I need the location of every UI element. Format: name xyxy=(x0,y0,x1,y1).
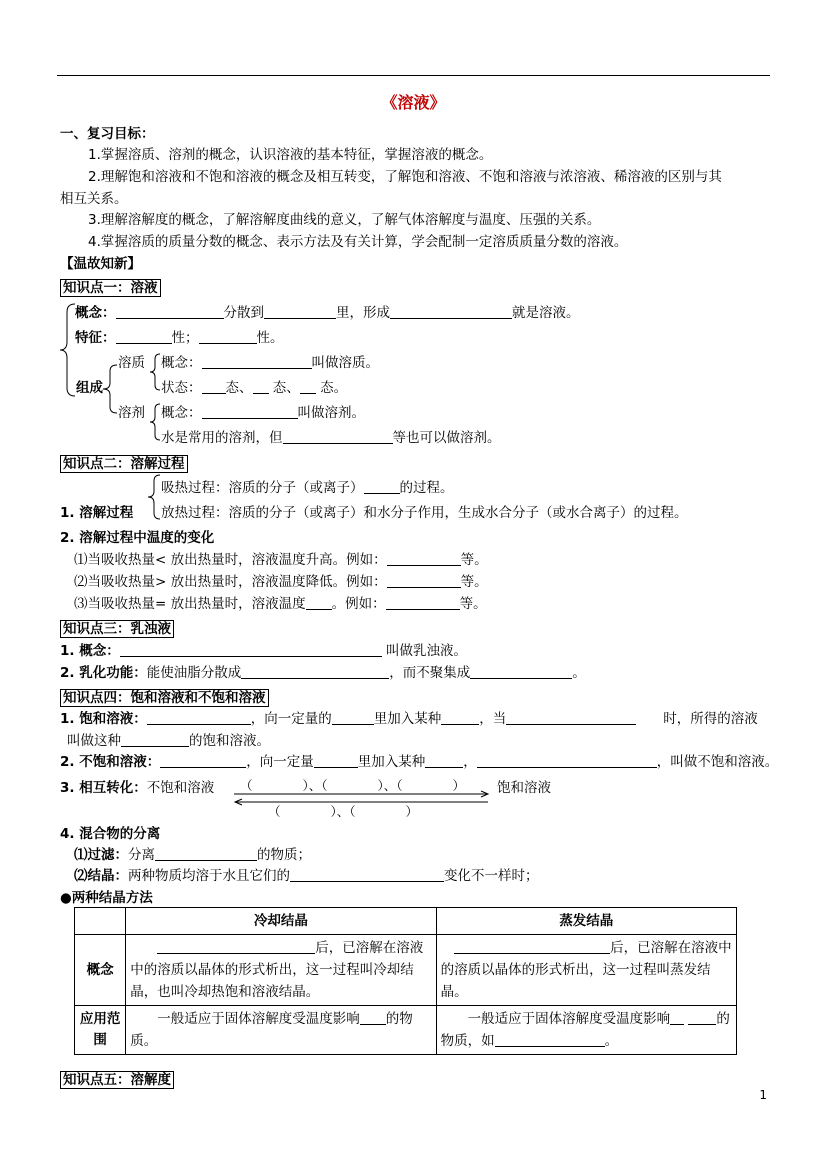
emulsify-line: 2. 乳化功能：能使油脂分散成 ，而不聚集成 。 xyxy=(60,665,586,681)
kp1-compose-label: 组成 xyxy=(76,380,103,396)
solvent-concept-line: 概念： 叫做溶剂。 xyxy=(161,405,365,421)
separation-heading: 4. 混合物的分离 xyxy=(60,826,161,842)
solvent-water-line: 水是常用的溶剂，但 等也可以做溶剂。 xyxy=(161,430,501,446)
solute-concept-line: 概念： 叫做溶质。 xyxy=(161,355,379,371)
goal-2: 2.理解饱和溶液和不饱和溶液的概念及相互转变，了解饱和溶液、不饱和溶液与浓溶液、稀溶液的区别与其 xyxy=(88,169,722,185)
table-header-row xyxy=(75,908,737,935)
saturated-line-2: 叫做这种 的饱和溶液。 xyxy=(67,733,270,749)
section-review-heading: 【温故知新】 xyxy=(60,256,141,272)
temp-case-3: ⑶当吸收热量= 放出热量时，溶液温度 。例如： 等。 xyxy=(74,596,487,612)
temp-case-2: ⑵当吸收热量> 放出热量时，溶液温度降低。例如： 等。 xyxy=(74,574,488,590)
dissolve-process-label: 1. 溶解过程 xyxy=(60,505,134,521)
conversion-to: 饱和溶液 xyxy=(497,780,551,796)
table-row xyxy=(75,1006,737,1055)
absorb-line: 吸热过程：溶质的分子（或离子） 的过程。 xyxy=(161,480,454,496)
release-line: 放热过程：溶质的分子（或离子）和水分子作用，生成水合分子（或水合离子）的过程。 xyxy=(161,505,688,521)
kp1-concept-line: 概念： 分散到 里，形成 就是溶液。 xyxy=(75,305,580,321)
cooling-concept-cell: 后，已溶解在溶液中的溶质以晶体的形式析出，这一过程叫冷却结晶，也叫冷却热饱和溶液结晶。 xyxy=(126,935,436,1006)
crystallization-line: ⑵结晶：两种物质均溶于水且它们的 变化不一样时； xyxy=(74,868,539,884)
kp3-heading: 知识点三：乳浊液 xyxy=(60,617,174,637)
unsaturated-line: 2. 不饱和溶液： ，向一定量 里加入某种 ， ，叫做不饱和溶液。 xyxy=(60,754,779,770)
kp4-heading: 知识点四：饱和溶液和不饱和溶液 xyxy=(60,686,269,706)
brace-icon xyxy=(148,353,162,391)
kp2-heading: 知识点二：溶解过程 xyxy=(60,452,188,472)
row-label-concept: 概念 xyxy=(75,935,126,1006)
temp-case-1: ⑴当吸收热量< 放出热量时，溶液温度升高。例如： 等。 xyxy=(74,552,488,568)
kp5-heading: 知识点五：溶解度 xyxy=(60,1068,174,1088)
row-label-application: 应用范围 xyxy=(75,1006,126,1055)
goal-4: 4.掌握溶质的质量分数的概念、表示方法及有关计算，学会配制一定溶质质量分数的溶液。 xyxy=(88,234,628,250)
table-header-cooling: 冷却结晶 xyxy=(126,908,436,935)
brace-icon xyxy=(146,474,162,520)
saturated-line-1: 1. 饱和溶液： ，向一定量的 里加入某种 ，当 时，所得的溶液 xyxy=(60,711,758,727)
brace-icon xyxy=(148,403,162,441)
goal-1: 1.掌握溶质、溶剂的概念，认识溶液的基本特征，掌握溶液的概念。 xyxy=(88,147,493,163)
top-rule xyxy=(57,75,770,76)
filtration-line: ⑴过滤：分离 的物质； xyxy=(74,847,311,863)
solvent-label: 溶剂 xyxy=(118,405,145,421)
evaporation-application-cell: 一般适应于固体溶解度受温度影响 的物质，如 。 xyxy=(436,1006,736,1055)
temp-heading: 2. 溶解过程中温度的变化 xyxy=(60,530,215,546)
solute-label: 溶质 xyxy=(118,355,145,371)
emulsion-concept-line: 1. 概念： 叫做乳浊液。 xyxy=(60,643,468,659)
kp1-feature-line: 特征： 性； 性。 xyxy=(75,330,284,346)
page-title: 《溶液》 xyxy=(381,93,446,112)
evaporation-concept-cell: 后，已溶解在溶液中的溶质以晶体的形式析出，这一过程叫蒸发结晶。 xyxy=(436,935,736,1006)
goal-2-cont: 相互关系。 xyxy=(60,191,128,207)
page-number: 1 xyxy=(759,1088,767,1102)
kp1-heading: 知识点一：溶液 xyxy=(60,276,161,296)
table-header-evaporation: 蒸发结晶 xyxy=(436,908,736,935)
solute-state-line: 状态： 态、 态、 态。 xyxy=(161,380,348,396)
brace-icon xyxy=(101,364,119,414)
table-row xyxy=(75,935,737,1006)
goal-3: 3.理解溶解度的概念，了解溶解度曲线的意义，了解气体溶解度与温度、压强的关系。 xyxy=(88,212,601,228)
crystal-methods-heading: ●两种结晶方法 xyxy=(60,890,153,906)
crystallization-table xyxy=(74,907,737,1055)
conversion-top-conditions: （ ）、（ ）、（ ） xyxy=(240,778,466,793)
conversion-bottom-conditions: （ ）、（ ） xyxy=(268,804,419,819)
cooling-application-cell: 一般适应于固体溶解度受温度影响 的物质。 xyxy=(126,1006,436,1055)
review-heading: 一、复习目标： xyxy=(60,126,155,142)
conversion-line: 3. 相互转化：不饱和溶液 xyxy=(60,780,215,796)
